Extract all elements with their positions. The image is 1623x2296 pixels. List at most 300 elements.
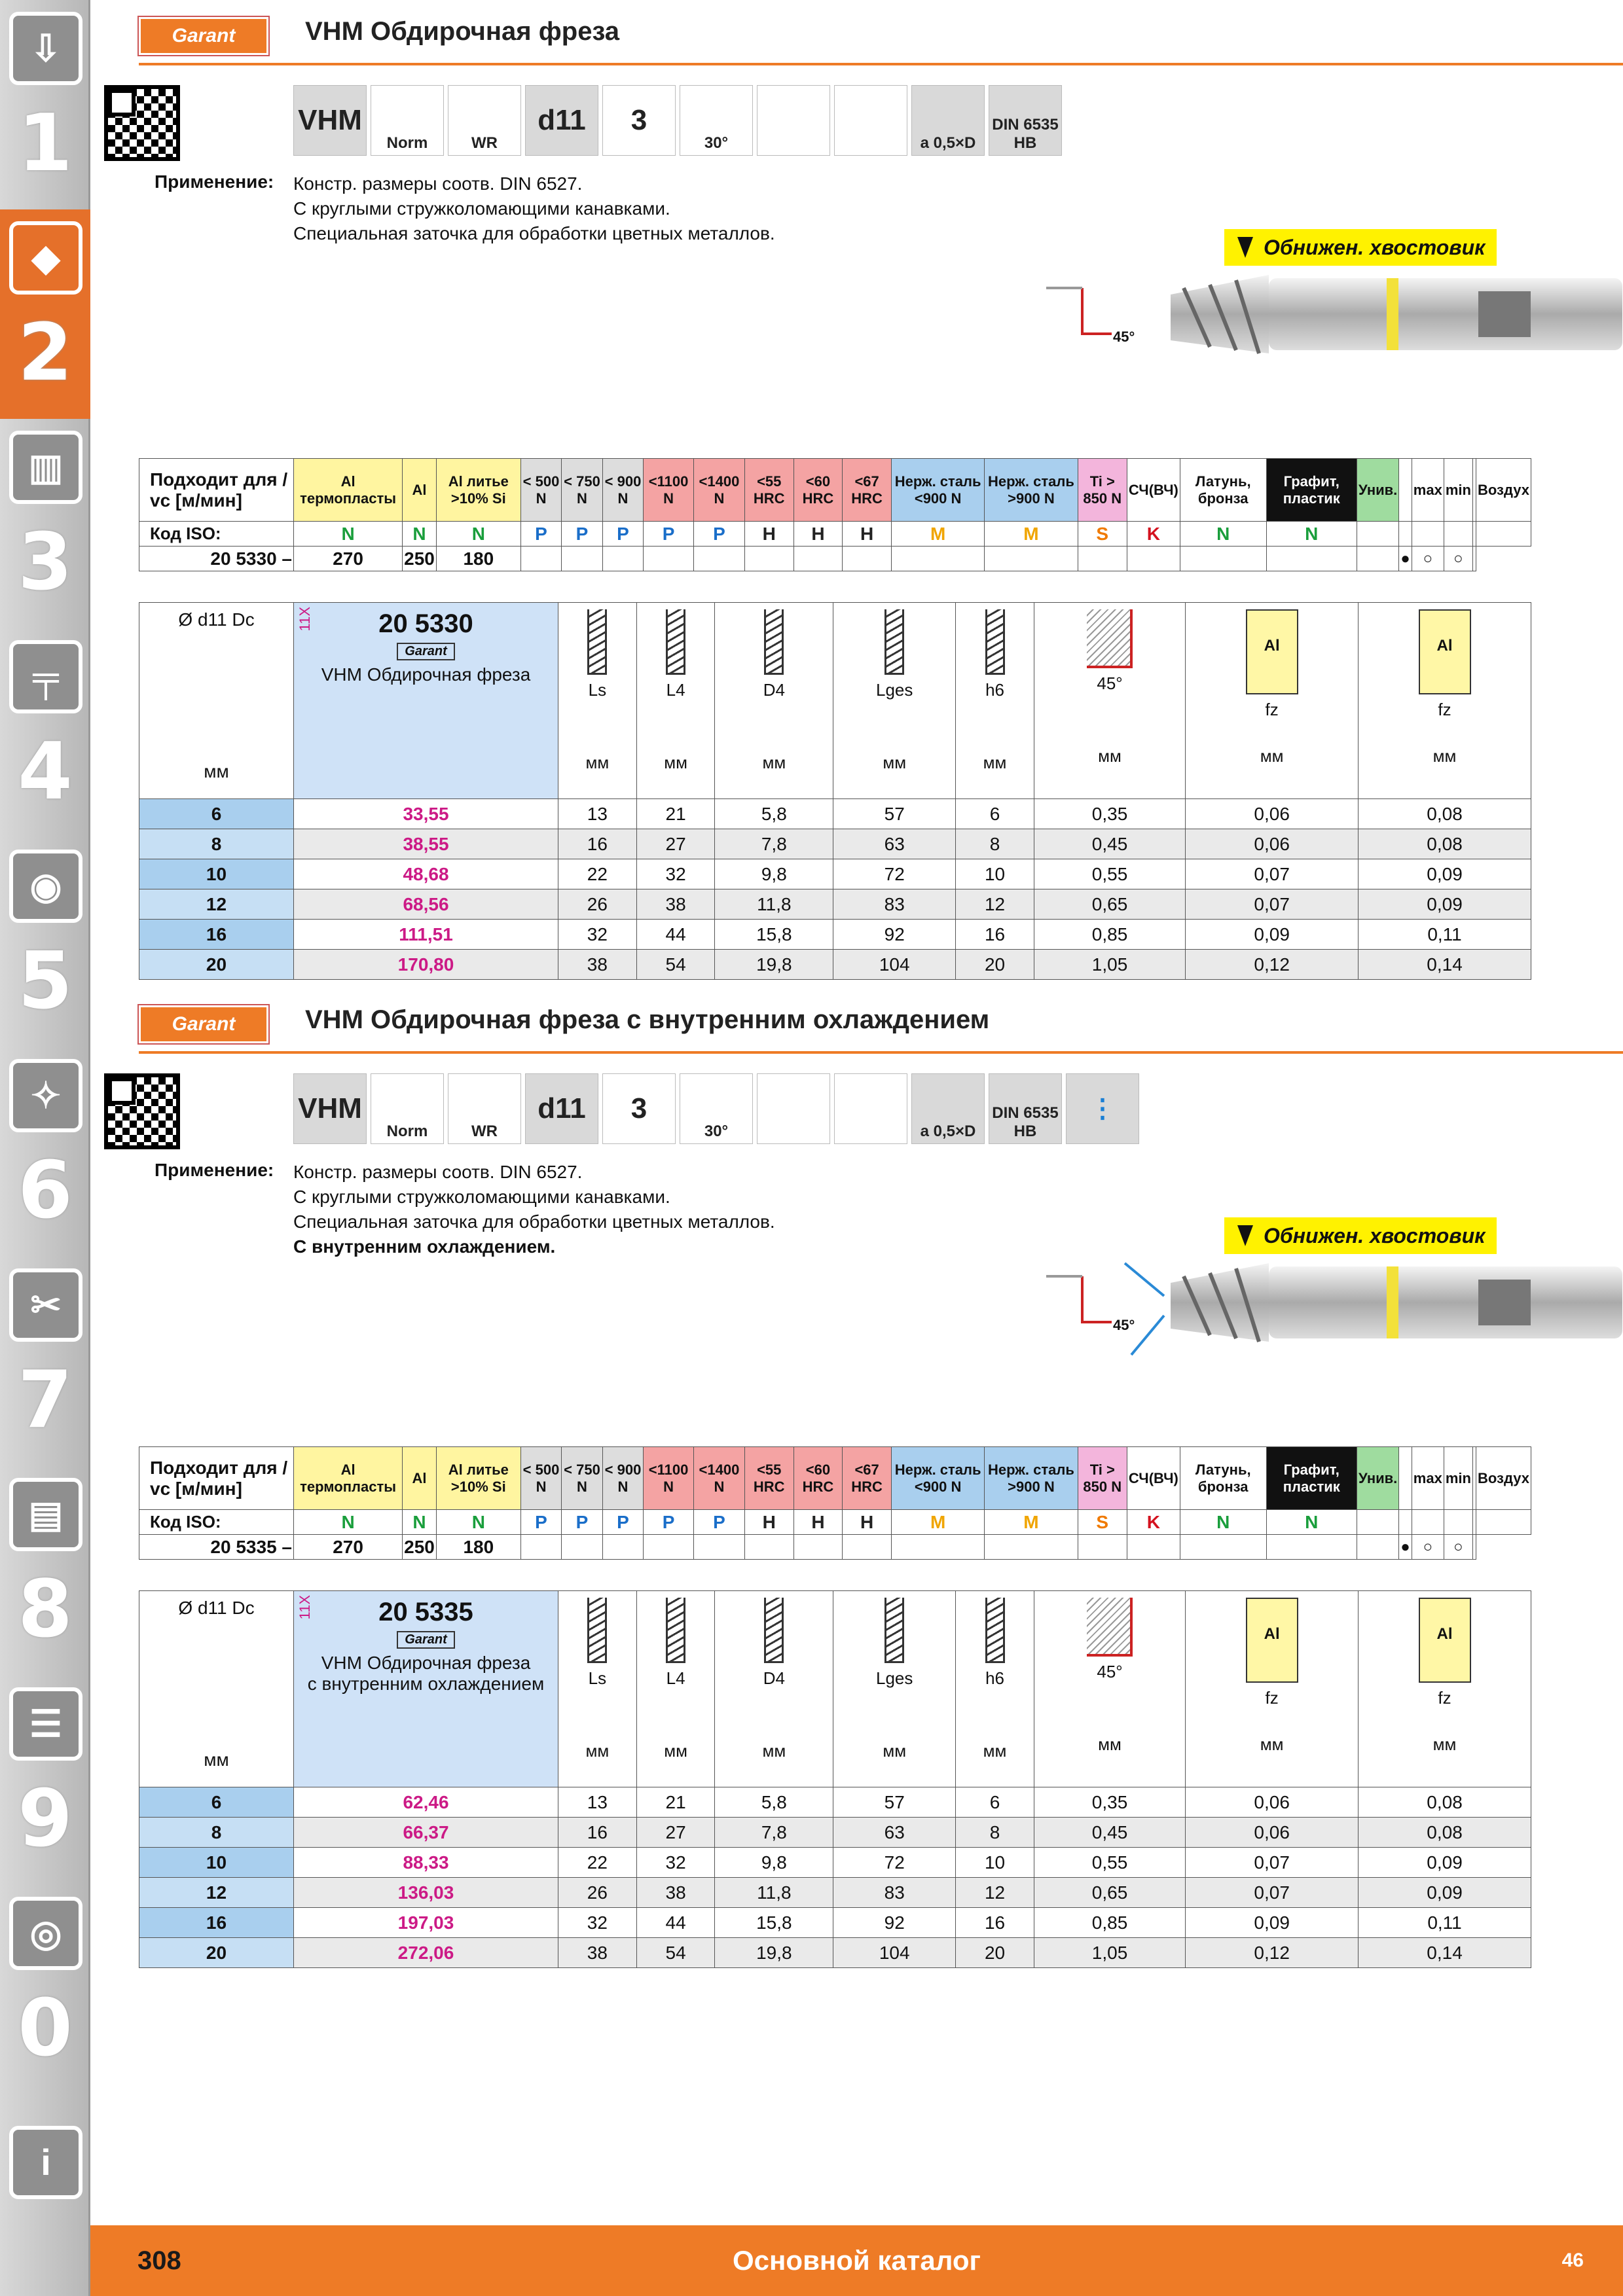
dimensions-table xyxy=(139,1590,1531,1968)
diameter-cell: 8 xyxy=(139,1818,294,1848)
table-row[interactable] xyxy=(139,859,1531,889)
value-cell: 12 xyxy=(956,1878,1034,1908)
product-title: VHM Обдирочная фреза xyxy=(305,17,620,46)
shank-label: Обнижен. хвостовик xyxy=(1224,1217,1497,1254)
property-icon-4 xyxy=(602,1073,676,1144)
iso-code: M xyxy=(985,522,1078,547)
value-cell: 104 xyxy=(833,950,956,980)
value-cell: 1,05 xyxy=(1034,1938,1185,1968)
dimension-drawing-icon xyxy=(764,609,784,675)
value-cell: 0,06 xyxy=(1186,1818,1359,1848)
dimension-label: D4 xyxy=(763,680,785,700)
iso-code: H xyxy=(843,1510,892,1535)
price-cell: 66,37 xyxy=(294,1818,558,1848)
iso-code: N xyxy=(1266,1510,1357,1535)
material-header: Латунь, бронза xyxy=(1180,459,1266,522)
table-row[interactable] xyxy=(139,829,1531,859)
price-cell: 111,51 xyxy=(294,920,558,950)
iso-label: Код ISO: xyxy=(139,522,294,547)
dimension-header xyxy=(558,603,637,799)
diameter-cell: 10 xyxy=(139,1848,294,1878)
vc-value: 270 xyxy=(294,1535,403,1560)
materials-table xyxy=(139,1446,1531,1560)
material-header: <1100 N xyxy=(644,1447,694,1510)
diameter-cell: 10 xyxy=(139,859,294,889)
value-cell: 63 xyxy=(833,1818,956,1848)
dimension-header xyxy=(833,1591,956,1787)
price-cell: 62,46 xyxy=(294,1787,558,1818)
value-cell: 0,45 xyxy=(1034,1818,1185,1848)
value-cell: 5,8 xyxy=(715,1787,833,1818)
iso-code: M xyxy=(985,1510,1078,1535)
value-cell: 16 xyxy=(558,1818,637,1848)
property-icon-label: 30° xyxy=(704,134,729,152)
product-name: VHM Обдирочная фреза xyxy=(321,1653,531,1673)
price-cell: 170,80 xyxy=(294,950,558,980)
application-label: Применение: xyxy=(155,1160,274,1180)
iso-code: H xyxy=(744,522,793,547)
property-icon-label: 3 xyxy=(630,104,647,136)
price-cell: 136,03 xyxy=(294,1878,558,1908)
value-cell: 27 xyxy=(636,1818,715,1848)
property-icon-6 xyxy=(757,1073,830,1144)
dc-header-label: Ø d11 Dc xyxy=(178,1598,255,1618)
chuck-icon: ▥ xyxy=(9,431,82,504)
value-cell: 38 xyxy=(558,950,637,980)
material-header: <60 HRC xyxy=(793,1447,843,1510)
coolant-dot: ○ xyxy=(1412,1535,1444,1560)
vc-value: 250 xyxy=(403,1535,437,1560)
sidebar-chapter-8[interactable] xyxy=(0,1466,90,1676)
material-header: < 900 N xyxy=(602,1447,643,1510)
material-header: Ti > 850 N xyxy=(1078,459,1127,522)
garant-logo: Garant xyxy=(139,1005,268,1043)
value-cell: 0,12 xyxy=(1186,1938,1359,1968)
property-icon-label: a 0,5×D xyxy=(920,134,976,152)
value-cell: 0,09 xyxy=(1186,1908,1359,1938)
property-icon-0 xyxy=(293,1073,367,1144)
chapter-number: 7 xyxy=(18,1355,73,1446)
caliper-icon: ╤ xyxy=(9,640,82,713)
iso-code: N xyxy=(294,522,403,547)
value-cell: 92 xyxy=(833,1908,956,1938)
diameter-cell: 6 xyxy=(139,799,294,829)
diameter-cell: 20 xyxy=(139,1938,294,1968)
price-cell: 197,03 xyxy=(294,1908,558,1938)
dimension-label: D4 xyxy=(763,1668,785,1688)
iso-code: M xyxy=(891,1510,984,1535)
material-header: < 750 N xyxy=(562,459,602,522)
chapter-number: 8 xyxy=(18,1564,73,1655)
unit-label: мм xyxy=(1098,1734,1122,1754)
material-header: <55 HRC xyxy=(744,459,793,522)
insert-icon: ◆ xyxy=(9,221,82,295)
application-line: Специальная заточка для обработки цветных металлов. xyxy=(293,1211,775,1232)
pliers-icon: ✂ xyxy=(9,1268,82,1342)
iso-code: N xyxy=(294,1510,403,1535)
value-cell: 104 xyxy=(833,1938,956,1968)
vc-article: 20 5330 – xyxy=(139,547,294,571)
table-row[interactable] xyxy=(139,950,1531,980)
value-cell: 0,11 xyxy=(1359,1908,1531,1938)
price-cell: 88,33 xyxy=(294,1848,558,1878)
value-cell: 16 xyxy=(956,1908,1034,1938)
material-header: Нерж. сталь >900 N xyxy=(985,459,1078,522)
garant-logo: Garant xyxy=(139,17,268,55)
coolant-icon: ⋮ xyxy=(1066,1073,1139,1144)
material-header: Ti > 850 N xyxy=(1078,1447,1127,1510)
property-icon-label: DIN 6535 HB xyxy=(992,1104,1059,1140)
property-icon-label: WR xyxy=(471,1122,498,1140)
value-cell: 20 xyxy=(956,1938,1034,1968)
product-header xyxy=(294,603,558,799)
table-row[interactable] xyxy=(139,1878,1531,1908)
table-row[interactable] xyxy=(139,1938,1531,1968)
dimension-label: 45° xyxy=(1097,673,1123,693)
sidebar-chapter-7[interactable] xyxy=(0,1257,90,1466)
value-cell: 0,08 xyxy=(1359,1787,1531,1818)
iso-code: N xyxy=(1180,1510,1266,1535)
unit-label: мм xyxy=(1260,746,1284,766)
dimension-label: L4 xyxy=(666,680,685,700)
application-line: С круглыми стружколомающими канавками. xyxy=(293,1187,670,1207)
property-icon-label: Norm xyxy=(386,134,428,152)
value-cell: 9,8 xyxy=(715,1848,833,1878)
unit-label: мм xyxy=(585,753,610,772)
dimension-label: Ls xyxy=(588,1668,607,1688)
table-row[interactable] xyxy=(139,1787,1531,1818)
property-icon-3 xyxy=(525,1073,598,1144)
iso-code: P xyxy=(562,522,602,547)
value-cell: 0,45 xyxy=(1034,829,1185,859)
value-cell: 26 xyxy=(558,889,637,920)
iso-code: H xyxy=(793,522,843,547)
diameter-cell: 16 xyxy=(139,1908,294,1938)
dimensions-table xyxy=(139,602,1531,980)
application-text xyxy=(293,1160,775,1259)
property-icon-8 xyxy=(911,1073,985,1144)
iso-code: M xyxy=(891,522,984,547)
iso-code: H xyxy=(793,1510,843,1535)
application-line: Констр. размеры соотв. DIN 6527. xyxy=(293,1162,583,1182)
iso-label: Код ISO: xyxy=(139,1510,294,1535)
dimension-header xyxy=(956,1591,1034,1787)
sidebar-chapter-i[interactable] xyxy=(0,2114,90,2296)
price-cell: 272,06 xyxy=(294,1938,558,1968)
application-line-bold: С внутренним охлаждением. xyxy=(293,1236,556,1257)
property-icon-5 xyxy=(680,85,753,156)
diameter-cell: 6 xyxy=(139,1787,294,1818)
angle-label: 45° xyxy=(1113,1317,1135,1333)
value-cell: 0,35 xyxy=(1034,1787,1185,1818)
value-cell: 15,8 xyxy=(715,920,833,950)
value-cell: 0,06 xyxy=(1186,1787,1359,1818)
sidebar-chapter-2[interactable] xyxy=(0,209,90,419)
material-header: Al xyxy=(403,1447,437,1510)
value-cell: 83 xyxy=(833,1878,956,1908)
value-cell: 12 xyxy=(956,889,1034,920)
material-header: СЧ(ВЧ) xyxy=(1127,1447,1180,1510)
unit-label: мм xyxy=(1098,746,1122,766)
material-header: Воздух xyxy=(1476,1447,1531,1510)
property-icon-label: 30° xyxy=(704,1122,729,1140)
sidebar-chapter-3[interactable] xyxy=(0,419,90,628)
qr-code[interactable] xyxy=(104,1073,180,1149)
value-cell: 0,07 xyxy=(1186,859,1359,889)
material-header: Al xyxy=(403,459,437,522)
iso-code: N xyxy=(1180,522,1266,547)
iso-code: N xyxy=(436,522,520,547)
material-header: < 500 N xyxy=(520,1447,561,1510)
value-cell: 83 xyxy=(833,889,956,920)
value-cell: 1,05 xyxy=(1034,950,1185,980)
property-icon-label: d11 xyxy=(538,104,586,136)
material-header: <67 HRC xyxy=(843,459,892,522)
value-cell: 9,8 xyxy=(715,859,833,889)
value-cell: 11,8 xyxy=(715,1878,833,1908)
value-cell: 32 xyxy=(558,1908,637,1938)
property-icon-2 xyxy=(448,85,521,156)
dc-header-label: Ø d11 Dc xyxy=(178,609,255,630)
material-header xyxy=(1399,1447,1412,1510)
garant-logo-small: Garant xyxy=(397,1631,454,1649)
material-header: Подходит для / vc [м/мин] xyxy=(139,459,294,522)
iso-code: H xyxy=(843,522,892,547)
dimension-header xyxy=(1359,1591,1531,1787)
sidebar-chapter-4[interactable] xyxy=(0,628,90,838)
unit-label: мм xyxy=(983,753,1007,772)
material-header: Унив. xyxy=(1357,459,1399,522)
value-cell: 22 xyxy=(558,1848,637,1878)
value-cell: 0,12 xyxy=(1186,950,1359,980)
price-cell: 33,55 xyxy=(294,799,558,829)
table-row[interactable] xyxy=(139,799,1531,829)
value-cell: 0,09 xyxy=(1359,1848,1531,1878)
material-header: СЧ(ВЧ) xyxy=(1127,459,1180,522)
application-text xyxy=(293,171,775,246)
vc-value: 250 xyxy=(403,547,437,571)
value-cell: 11,8 xyxy=(715,889,833,920)
coolant-dot: ● xyxy=(1399,1535,1412,1560)
diameter-cell: 20 xyxy=(139,950,294,980)
material-header: Воздух xyxy=(1476,459,1531,522)
table-row[interactable] xyxy=(139,1818,1531,1848)
qr-code[interactable] xyxy=(104,85,180,161)
garant-logo-small: Garant xyxy=(397,643,454,660)
dimension-header xyxy=(1186,1591,1359,1787)
value-cell: 57 xyxy=(833,1787,956,1818)
drill-icon: ⇩ xyxy=(9,12,82,85)
value-cell: 32 xyxy=(636,1848,715,1878)
safety-goggles-icon: ◎ xyxy=(9,1897,82,1970)
property-icon-3 xyxy=(525,85,598,156)
dimension-label: fz xyxy=(1265,1688,1279,1708)
property-icon-2 xyxy=(448,1073,521,1144)
iso-code: P xyxy=(693,1510,744,1535)
material-header: Подходит для / vc [м/мин] xyxy=(139,1447,294,1510)
value-cell: 0,14 xyxy=(1359,1938,1531,1968)
sidebar-chapter-6[interactable] xyxy=(0,1047,90,1257)
dimension-header xyxy=(1359,603,1531,799)
value-cell: 72 xyxy=(833,1848,956,1878)
value-cell: 0,65 xyxy=(1034,889,1185,920)
feed-icon xyxy=(1246,1598,1298,1683)
property-icon-label: 3 xyxy=(630,1092,647,1124)
value-cell: 7,8 xyxy=(715,829,833,859)
property-icon-7 xyxy=(834,85,907,156)
application-line: Специальная заточка для обработки цветных металлов. xyxy=(293,223,775,243)
material-tag: Al xyxy=(1264,1625,1280,1643)
material-header: max xyxy=(1412,1447,1444,1510)
dimension-label: L4 xyxy=(666,1668,685,1688)
iso-code: P xyxy=(562,1510,602,1535)
dimension-label: 45° xyxy=(1097,1662,1123,1681)
feed-icon xyxy=(1419,609,1471,694)
value-cell: 10 xyxy=(956,859,1034,889)
material-header: <60 HRC xyxy=(793,459,843,522)
unit-label: мм xyxy=(664,753,687,772)
material-header: Al литье >10% Si xyxy=(436,1447,520,1510)
property-icons xyxy=(293,85,1062,156)
page-footer xyxy=(90,2225,1623,2296)
table-row[interactable] xyxy=(139,1848,1531,1878)
value-cell: 38 xyxy=(558,1938,637,1968)
dimension-drawing-icon xyxy=(884,609,904,675)
material-header: Графит, пластик xyxy=(1266,1447,1357,1510)
value-cell: 0,06 xyxy=(1186,829,1359,859)
value-cell: 0,08 xyxy=(1359,799,1531,829)
price-cell: 68,56 xyxy=(294,889,558,920)
value-cell: 0,85 xyxy=(1034,1908,1185,1938)
grinding-disc-icon: ◉ xyxy=(9,850,82,923)
property-icon-label: d11 xyxy=(538,1092,586,1124)
material-header: Унив. xyxy=(1357,1447,1399,1510)
value-cell: 13 xyxy=(558,799,637,829)
dimension-drawing-icon xyxy=(587,1598,607,1663)
application-line: С круглыми стружколомающими канавками. xyxy=(293,198,670,219)
chapter-number: 5 xyxy=(18,936,73,1027)
property-icons xyxy=(293,1073,1139,1144)
dimension-label: Lges xyxy=(876,680,913,700)
dimension-drawing-icon xyxy=(587,609,607,675)
sidebar-chapter-1[interactable] xyxy=(0,0,90,209)
property-icon-7 xyxy=(834,1073,907,1144)
dimension-label: Lges xyxy=(876,1668,913,1688)
material-header: <55 HRC xyxy=(744,1447,793,1510)
value-cell: 38 xyxy=(636,1878,715,1908)
dimension-label: fz xyxy=(1438,700,1451,719)
price-cell: 48,68 xyxy=(294,859,558,889)
grade-tag: 11X xyxy=(297,607,313,632)
dimension-label: Ls xyxy=(588,680,607,700)
property-icon-label: VHM xyxy=(298,104,362,136)
iso-code: P xyxy=(520,1510,561,1535)
property-icon-6 xyxy=(757,85,830,156)
value-cell: 0,07 xyxy=(1186,1848,1359,1878)
value-cell: 54 xyxy=(636,950,715,980)
material-header: min xyxy=(1444,1447,1472,1510)
product-header xyxy=(294,1591,558,1787)
value-cell: 72 xyxy=(833,859,956,889)
material-header: Нерж. сталь <900 N xyxy=(891,1447,984,1510)
value-cell: 0,09 xyxy=(1359,889,1531,920)
iso-code: P xyxy=(693,522,744,547)
material-header: <1400 N xyxy=(693,1447,744,1510)
value-cell: 7,8 xyxy=(715,1818,833,1848)
property-icon-1 xyxy=(371,85,444,156)
property-icon-label: DIN 6535 HB xyxy=(992,116,1059,152)
vc-article: 20 5335 – xyxy=(139,1535,294,1560)
value-cell: 54 xyxy=(636,1938,715,1968)
material-header: Al термопласты xyxy=(294,1447,403,1510)
value-cell: 0,55 xyxy=(1034,1848,1185,1878)
iso-code: N xyxy=(403,522,437,547)
value-cell: 44 xyxy=(636,1908,715,1938)
value-cell: 0,35 xyxy=(1034,799,1185,829)
wrench-icon: ✧ xyxy=(9,1059,82,1132)
property-icon-8 xyxy=(911,85,985,156)
value-cell: 92 xyxy=(833,920,956,950)
material-header: Нерж. сталь <900 N xyxy=(891,459,984,522)
sidebar-chapter-5[interactable] xyxy=(0,838,90,1047)
material-header: Al термопласты xyxy=(294,459,403,522)
dc-header xyxy=(139,1591,294,1787)
iso-code: H xyxy=(744,1510,793,1535)
value-cell: 6 xyxy=(956,1787,1034,1818)
value-cell: 38 xyxy=(636,889,715,920)
dimension-drawing-icon xyxy=(764,1598,784,1663)
value-cell: 0,08 xyxy=(1359,1818,1531,1848)
dimension-header xyxy=(956,603,1034,799)
iso-code: N xyxy=(436,1510,520,1535)
table-row[interactable] xyxy=(139,889,1531,920)
value-cell: 19,8 xyxy=(715,1938,833,1968)
unit-label: мм xyxy=(983,1741,1007,1761)
sidebar-chapter-9[interactable] xyxy=(0,1676,90,1885)
material-header: min xyxy=(1444,459,1472,522)
iso-code: P xyxy=(602,522,643,547)
value-cell: 0,14 xyxy=(1359,950,1531,980)
value-cell: 0,09 xyxy=(1186,920,1359,950)
dimension-label: h6 xyxy=(985,680,1004,700)
material-header: <67 HRC xyxy=(843,1447,892,1510)
value-cell: 0,08 xyxy=(1359,829,1531,859)
product-name: VHM Обдирочная фреза xyxy=(321,664,531,685)
property-icon-0 xyxy=(293,85,367,156)
application-label: Применение: xyxy=(155,171,274,192)
chapter-sidebar xyxy=(0,0,90,2296)
value-cell: 16 xyxy=(558,829,637,859)
dimension-drawing-icon xyxy=(666,1598,685,1663)
grade-tag: 11X xyxy=(297,1595,313,1620)
unit-label: мм xyxy=(762,753,786,772)
product-number: 20 5330 xyxy=(378,609,473,638)
unit-label: мм xyxy=(204,1749,229,1770)
value-cell: 57 xyxy=(833,799,956,829)
value-cell: 8 xyxy=(956,829,1034,859)
value-cell: 0,09 xyxy=(1359,859,1531,889)
unit-label: мм xyxy=(204,761,229,781)
table-row[interactable] xyxy=(139,1908,1531,1938)
dimension-header xyxy=(833,603,956,799)
value-cell: 0,07 xyxy=(1186,1878,1359,1908)
table-row[interactable] xyxy=(139,920,1531,950)
material-header: <1400 N xyxy=(693,459,744,522)
chapter-number: 0 xyxy=(18,1983,73,2074)
sidebar-chapter-0[interactable] xyxy=(0,1885,90,2094)
vc-value: 270 xyxy=(294,547,403,571)
iso-code: P xyxy=(644,1510,694,1535)
